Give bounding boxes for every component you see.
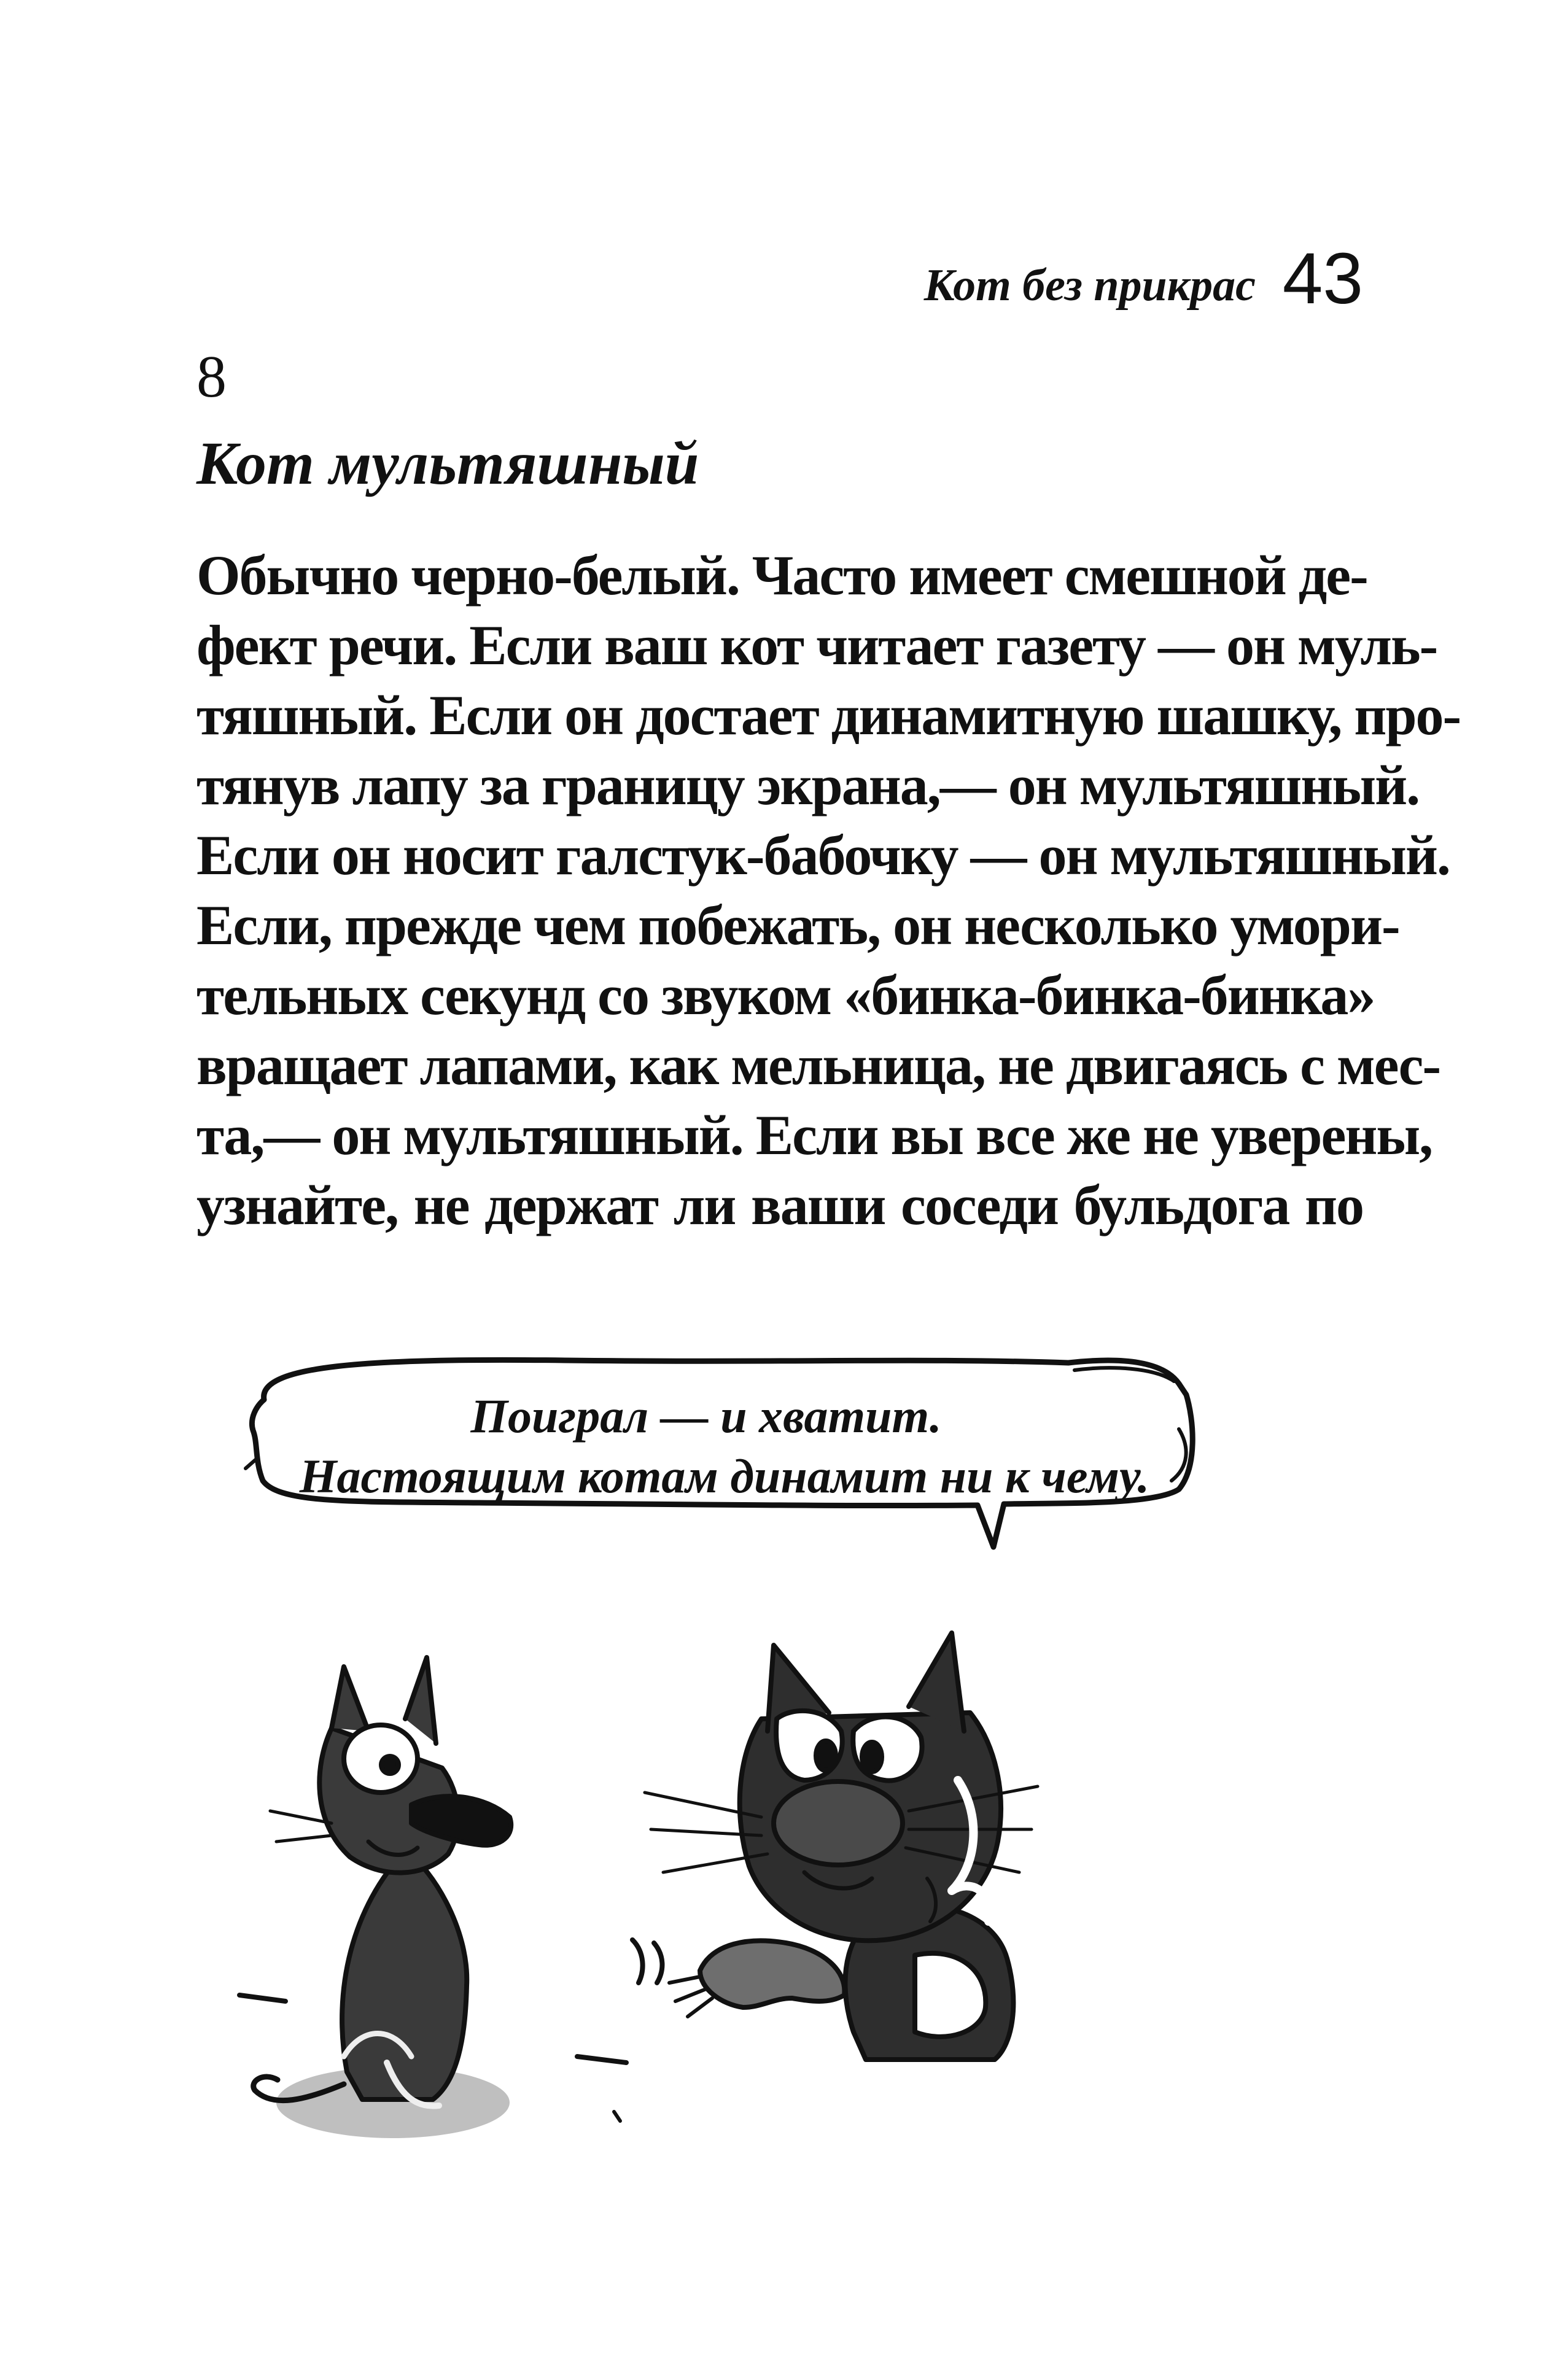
body-line: фект речи. Если ваш кот читает газету — он муль- <box>196 614 1437 676</box>
body-line: Обычно черно-белый. Часто имеет смешной де- <box>196 544 1367 607</box>
body-paragraph <box>196 540 1461 1240</box>
cartoon-illustration <box>221 1338 1253 2284</box>
body-line: тянув лапу за границу экрана,— он мультяшный. <box>196 754 1420 816</box>
running-title: Кот без прикрас <box>923 260 1256 311</box>
big-cat <box>645 1633 1038 2060</box>
body-line: Если, прежде чем побежать, он несколько умори- <box>196 894 1399 956</box>
body-line: вращает лапами, как мельница, не двигаясь с мес- <box>196 1034 1440 1096</box>
body-line: тяшный. Если он достает динамитную шашку, про- <box>196 684 1461 746</box>
chapter-title: Кот мультяшный <box>196 429 699 497</box>
body-line: узнайте, не держат ли ваши соседи бульдога по <box>196 1174 1363 1236</box>
body-line: тельных секунд со звуком «бинка-бинка-бинка» <box>196 964 1375 1026</box>
small-cat <box>254 1657 511 2138</box>
body-line: Если он носит галстук-бабочку — он мультяшный. <box>196 824 1450 886</box>
chapter-number: 8 <box>196 344 227 410</box>
speech-bubble-line-2: Настоящим котам динамит ни к чему. <box>299 1449 1150 1503</box>
page-number: 43 <box>1282 238 1363 319</box>
body-line: та,— он мультяшный. Если вы все же не уверены, <box>196 1104 1432 1166</box>
speech-bubble-line-1: Поиграл — и хватит. <box>470 1389 942 1443</box>
running-header <box>923 238 1363 325</box>
